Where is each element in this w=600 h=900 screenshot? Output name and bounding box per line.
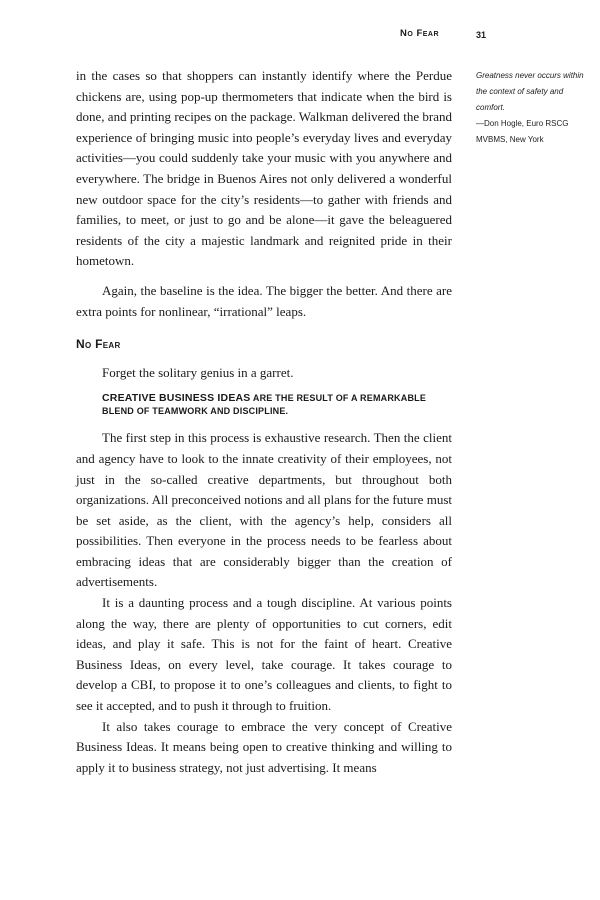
pull-quote — [102, 392, 452, 418]
page-number: 31 — [476, 30, 487, 40]
epigraph-attribution-name: —Don Hogle, Euro RSCG — [476, 119, 569, 128]
epigraph — [476, 68, 586, 148]
section-heading: No Fear — [76, 337, 121, 352]
running-head-title: No Fear — [400, 28, 440, 39]
body-text — [76, 66, 452, 778]
epigraph-attribution-org: MVBMS, New York — [476, 135, 544, 144]
epigraph-quote: Greatness never occurs within the context of safety and comfort. — [476, 71, 584, 112]
paragraph-6: It also takes courage to embrace the very concept of Creative Business Ideas. It means being open to creative thinking and willing to apply it to business strategy, not just advertising. It means — [76, 718, 452, 775]
pull-quote-lead: CREATIVE BUSINESS IDEAS — [102, 392, 251, 405]
paragraph-3: Forget the solitary genius in a garret. — [102, 364, 294, 380]
paragraph-2: Again, the baseline is the idea. The bigger the better. And there are extra points for nonlinear, “irrational” leaps. — [76, 282, 452, 319]
pull-quote-rest: ARE THE RESULT OF A REMARKABLE BLEND OF TEAMWORK AND DISCIPLINE. — [102, 393, 427, 417]
paragraph-1: in the cases so that shoppers can instantly identify where the Perdue chickens are, using pop-up thermometers that indicate when the bird is done, and printing recipes on the package. Walkman delivered the brand experience of bringing music into people’s everyday lives and everyday activities—you could suddenly take your music with you anywhere and everywhere. The bridge in Buenos Aires not only delivered a wonderful new outdoor space for the city’s residents—to gather with friends and families, to meet, or just to go and be alone—it gave the beleaguered residents of the city a majestic landmark and reignited pride in their hometown. — [76, 68, 452, 269]
paragraph-5: It is a daunting process and a tough discipline. At various points along the way, there are plenty of opportunities to cut corners, edit ideas, and play it safe. This is not for the faint of heart. Creative Business Ideas, on every level, take courage. It takes courage to develop a CBI, to propose it to one’s colleagues and clients, to fight to see it accepted, and to push it through to fruition. — [76, 595, 452, 714]
paragraph-4: The first step in this process is exhaustive research. Then the client and agency have to look to the innate creativity of their employees, not just in the so-called creative departments, but throughout both organizations. All preconceived notions and all plans for the future must be set aside, as the client, with the agency’s help, considers all possibilities. Then everyone in the process needs to be fearless about embracing ideas that are considerably bigger than the creation of advertisements. — [76, 430, 452, 590]
